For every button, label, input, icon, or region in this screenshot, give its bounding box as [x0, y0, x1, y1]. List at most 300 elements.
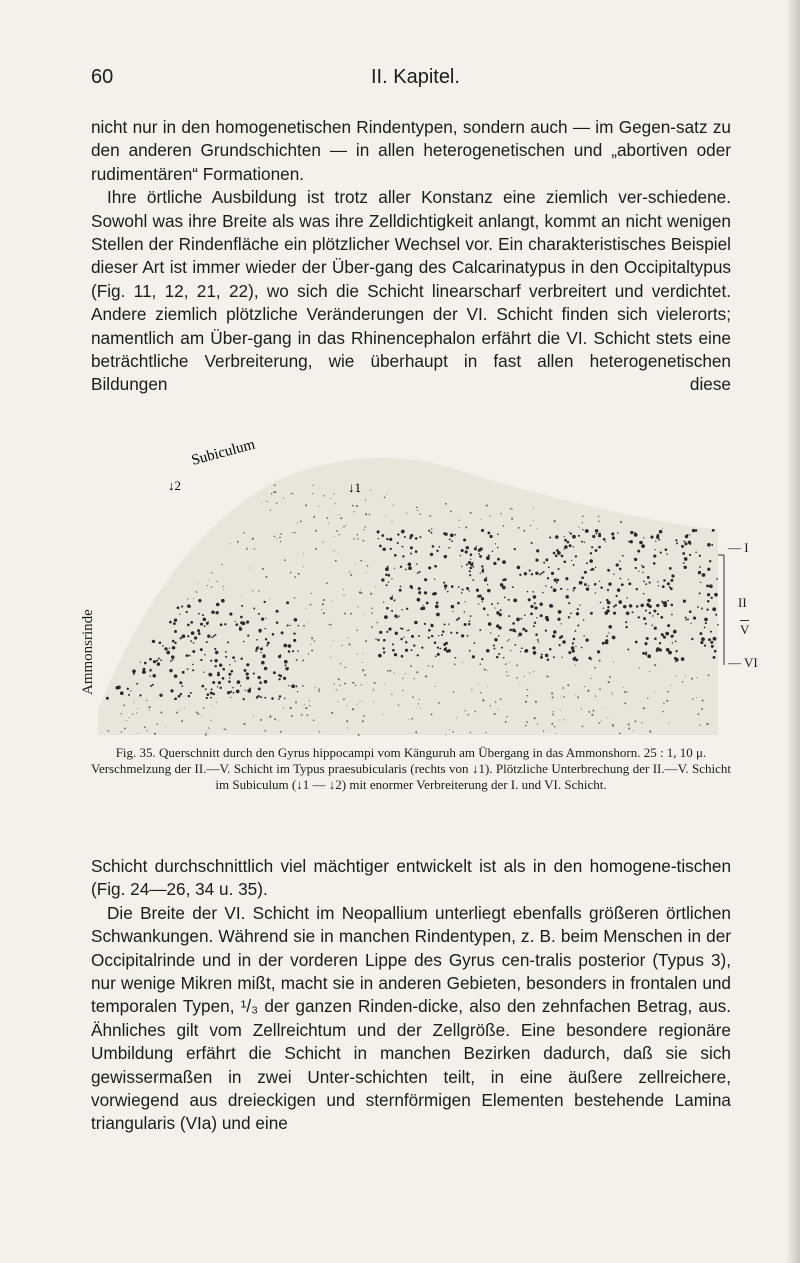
cell-stipple — [482, 568, 484, 570]
cell-stipple — [323, 495, 324, 496]
cell-stipple — [127, 688, 129, 690]
cell-stipple — [383, 647, 385, 649]
cell-stipple — [401, 530, 405, 534]
cell-stipple — [540, 656, 543, 659]
cell-stipple — [302, 660, 304, 662]
cell-stipple — [442, 630, 444, 632]
cell-stipple — [553, 711, 554, 712]
cell-stipple — [431, 713, 433, 715]
cell-stipple — [235, 621, 236, 622]
cell-stipple — [230, 697, 231, 698]
cell-stipple — [470, 559, 471, 560]
cell-stipple — [533, 595, 536, 598]
cell-stipple — [676, 542, 678, 544]
cell-stipple — [410, 546, 413, 549]
cell-stipple — [276, 539, 277, 540]
cell-stipple — [149, 658, 152, 661]
cell-stipple — [408, 562, 412, 566]
cell-stipple — [553, 552, 556, 555]
cell-stipple — [468, 714, 470, 716]
cell-stipple — [350, 613, 352, 615]
cell-stipple — [699, 566, 701, 568]
cell-stipple — [472, 562, 474, 564]
cell-stipple — [306, 608, 307, 609]
cell-stipple — [386, 584, 388, 586]
cell-stipple — [506, 716, 508, 718]
cell-stipple — [480, 573, 481, 574]
cell-stipple — [572, 649, 575, 652]
cell-stipple — [371, 626, 373, 628]
cell-stipple — [665, 632, 669, 636]
cell-stipple — [468, 561, 471, 564]
cell-stipple — [652, 615, 653, 616]
cell-stipple — [448, 547, 450, 549]
cell-stipple — [419, 699, 420, 700]
cell-stipple — [363, 715, 365, 717]
cell-stipple — [536, 617, 537, 618]
cell-stipple — [618, 600, 622, 604]
cell-stipple — [454, 534, 456, 536]
cell-stipple — [576, 612, 579, 615]
cell-stipple — [240, 621, 243, 624]
cell-stipple — [626, 611, 630, 615]
cell-stipple — [197, 713, 199, 715]
cell-stipple — [345, 525, 346, 526]
cell-stipple — [675, 539, 677, 541]
cell-stipple — [638, 570, 639, 571]
cell-stipple — [323, 599, 325, 601]
cell-stipple — [371, 607, 373, 609]
cell-stipple — [224, 728, 225, 729]
cell-stipple — [190, 640, 192, 642]
cell-stipple — [418, 703, 419, 704]
cell-stipple — [706, 608, 708, 610]
cell-stipple — [713, 637, 717, 641]
cell-stipple — [391, 578, 392, 579]
cell-stipple — [430, 553, 433, 556]
cell-stipple — [435, 686, 436, 687]
cell-stipple — [712, 530, 714, 532]
cell-stipple — [355, 685, 356, 686]
cell-stipple — [205, 688, 207, 690]
cell-stipple — [666, 700, 668, 702]
cell-stipple — [266, 501, 267, 502]
cell-stipple — [222, 668, 225, 671]
cell-stipple — [458, 586, 460, 588]
cell-stipple — [419, 536, 421, 538]
cell-stipple — [589, 559, 593, 563]
cell-stipple — [415, 731, 417, 733]
cell-stipple — [498, 709, 499, 710]
cell-stipple — [413, 644, 415, 646]
cell-stipple — [565, 577, 568, 580]
cell-stipple — [483, 607, 486, 610]
cell-stipple — [437, 647, 439, 649]
cell-stipple — [128, 694, 130, 696]
cell-stipple — [215, 651, 219, 655]
cell-stipple — [221, 599, 225, 603]
cell-stipple — [422, 605, 423, 606]
cell-stipple — [292, 493, 293, 494]
cell-stipple — [288, 685, 289, 686]
cell-stipple — [613, 662, 614, 663]
cell-stipple — [398, 704, 399, 705]
cell-stipple — [179, 614, 180, 615]
cell-stipple — [366, 572, 367, 573]
cell-stipple — [632, 611, 634, 613]
cell-stipple — [188, 655, 190, 657]
cell-stipple — [560, 697, 561, 698]
cell-stipple — [312, 493, 313, 494]
cell-stipple — [459, 520, 460, 521]
cell-stipple — [223, 589, 224, 590]
cell-stipple — [535, 572, 538, 575]
cell-stipple — [445, 647, 447, 649]
cell-stipple — [529, 570, 531, 572]
cell-stipple — [284, 559, 286, 561]
cell-stipple — [595, 567, 596, 568]
cell-stipple — [533, 671, 534, 672]
cell-stipple — [560, 710, 561, 711]
cell-stipple — [645, 583, 647, 585]
page-number: 60 — [91, 66, 114, 88]
cell-stipple — [211, 637, 213, 639]
cell-stipple — [709, 560, 711, 562]
cell-stipple — [246, 548, 248, 550]
cell-stipple — [254, 548, 255, 549]
cell-stipple — [417, 510, 418, 511]
cell-stipple — [513, 599, 517, 603]
cell-stipple — [357, 538, 359, 540]
cell-stipple — [273, 671, 276, 674]
cell-stipple — [561, 555, 564, 558]
cell-stipple — [468, 623, 471, 626]
cell-stipple — [247, 689, 251, 693]
cell-stipple — [338, 678, 340, 680]
cell-stipple — [687, 534, 689, 536]
cell-stipple — [704, 626, 706, 628]
cell-stipple — [511, 509, 512, 510]
cell-stipple — [659, 642, 661, 644]
cell-stipple — [309, 700, 310, 701]
cell-stipple — [402, 690, 403, 691]
cell-stipple — [228, 680, 231, 683]
cell-stipple — [592, 535, 595, 538]
cell-stipple — [598, 533, 601, 536]
cell-stipple — [484, 669, 486, 671]
cell-stipple — [331, 712, 333, 714]
cell-stipple — [619, 568, 622, 571]
cell-stipple — [437, 653, 440, 656]
cell-stipple — [454, 657, 456, 659]
cell-stipple — [146, 730, 147, 731]
cell-stipple — [246, 547, 247, 548]
cell-stipple — [292, 650, 294, 652]
cell-stipple — [344, 613, 346, 615]
cell-stipple — [302, 685, 304, 687]
cell-stipple — [339, 534, 340, 535]
cell-stipple — [264, 680, 268, 684]
cell-stipple — [239, 626, 240, 627]
cell-stipple — [408, 719, 409, 720]
cell-stipple — [561, 657, 562, 658]
cell-stipple — [683, 600, 686, 603]
cell-stipple — [464, 611, 466, 613]
cell-stipple — [487, 589, 491, 593]
cell-stipple — [496, 624, 500, 628]
cell-stipple — [124, 728, 126, 730]
cell-stipple — [585, 529, 589, 533]
cell-stipple — [315, 548, 317, 550]
cell-stipple — [643, 537, 644, 538]
cell-stipple — [653, 609, 656, 612]
cell-stipple — [470, 732, 471, 733]
cell-stipple — [264, 697, 266, 699]
paragraph: Schicht durchschnittlich viel mächtiger entwickelt ist als in den homogene-tischen (Fig. 24—26, 34 u. 35). — [91, 856, 731, 900]
cell-stipple — [362, 653, 363, 654]
cell-stipple — [692, 529, 695, 532]
cell-stipple — [711, 597, 713, 599]
cell-stipple — [524, 530, 526, 532]
cell-stipple — [536, 549, 539, 552]
cell-stipple — [385, 567, 389, 571]
cell-stipple — [297, 691, 298, 692]
cell-stipple — [278, 674, 280, 676]
cell-stipple — [381, 578, 384, 581]
cell-stipple — [211, 705, 212, 706]
cell-stipple — [444, 555, 447, 558]
cell-stipple — [572, 535, 576, 539]
cell-stipple — [153, 660, 156, 663]
cell-stipple — [657, 534, 660, 537]
cell-stipple — [322, 603, 324, 605]
cell-stipple — [436, 550, 438, 552]
cell-stipple — [420, 514, 422, 516]
cell-stipple — [374, 682, 376, 684]
cell-stipple — [174, 642, 176, 644]
cell-stipple — [637, 550, 640, 553]
cell-stipple — [581, 708, 582, 709]
cell-stipple — [640, 604, 643, 607]
cell-stipple — [624, 702, 626, 704]
cell-stipple — [217, 672, 220, 675]
cell-stipple — [381, 534, 384, 537]
cell-stipple — [297, 625, 299, 627]
cell-stipple — [581, 647, 583, 649]
cell-stipple — [157, 662, 161, 666]
cell-stipple — [265, 618, 266, 619]
cell-stipple — [305, 504, 307, 506]
cell-stipple — [518, 633, 522, 637]
cell-stipple — [530, 525, 531, 526]
cell-stipple — [414, 621, 418, 625]
cell-stipple — [210, 697, 212, 699]
cell-stipple — [383, 651, 385, 653]
cell-stipple — [258, 676, 261, 679]
cell-stipple — [418, 591, 421, 594]
cell-stipple — [503, 525, 505, 527]
cell-stipple — [283, 677, 286, 680]
cell-stipple — [246, 676, 249, 679]
cell-stipple — [133, 673, 135, 675]
cell-stipple — [629, 604, 632, 607]
cell-stipple — [628, 728, 630, 730]
cell-stipple — [713, 656, 716, 659]
cell-stipple — [646, 637, 649, 640]
cell-stipple — [449, 729, 450, 730]
cell-stipple — [172, 646, 176, 650]
cell-stipple — [347, 728, 348, 729]
cell-stipple — [121, 731, 123, 733]
cell-stipple — [573, 546, 574, 547]
cell-stipple — [343, 526, 345, 528]
cell-stipple — [108, 730, 110, 732]
cell-stipple — [532, 646, 535, 649]
cell-stipple — [530, 613, 533, 616]
cell-stipple — [284, 660, 288, 664]
cell-stipple — [326, 582, 328, 584]
cell-stipple — [469, 574, 471, 576]
cell-stipple — [697, 606, 699, 608]
cell-stipple — [600, 602, 602, 604]
cell-stipple — [533, 651, 537, 655]
cell-stipple — [554, 726, 555, 727]
cell-stipple — [502, 560, 506, 564]
cell-stipple — [364, 674, 366, 676]
cell-stipple — [563, 696, 565, 698]
cell-stipple — [663, 711, 664, 712]
cell-stipple — [200, 648, 203, 651]
cell-stipple — [361, 684, 362, 685]
cell-stipple — [187, 599, 188, 600]
cell-stipple — [315, 530, 317, 532]
cell-stipple — [432, 593, 435, 596]
cell-stipple — [336, 689, 337, 690]
cell-stipple — [389, 670, 391, 672]
cell-stipple — [284, 664, 286, 666]
cell-stipple — [246, 672, 249, 675]
cell-stipple — [162, 645, 164, 647]
cell-stipple — [496, 611, 499, 614]
cell-stipple — [283, 644, 287, 648]
cell-stipple — [216, 603, 220, 607]
cell-stipple — [375, 586, 376, 587]
cell-stipple — [582, 522, 583, 523]
cell-stipple — [500, 609, 502, 611]
cell-stipple — [579, 581, 583, 585]
cell-stipple — [558, 529, 559, 530]
top-text-block — [91, 116, 731, 397]
cell-stipple — [670, 685, 671, 686]
cell-stipple — [393, 599, 395, 601]
cell-stipple — [291, 684, 295, 688]
cell-stipple — [290, 572, 292, 574]
cell-stipple — [497, 534, 499, 536]
cell-stipple — [686, 619, 688, 621]
cell-stipple — [450, 632, 452, 634]
cell-stipple — [706, 723, 708, 725]
cell-stipple — [508, 615, 510, 617]
cell-stipple — [563, 560, 566, 563]
cell-stipple — [543, 562, 545, 564]
cell-stipple — [207, 635, 210, 638]
cell-stipple — [274, 484, 276, 486]
cell-stipple — [198, 613, 200, 615]
cell-stipple — [126, 720, 127, 721]
cell-stipple — [469, 570, 471, 572]
cell-stipple — [448, 649, 451, 652]
cell-stipple — [367, 565, 369, 567]
cell-stipple — [255, 650, 257, 652]
cell-stipple — [418, 587, 421, 590]
cell-stipple — [685, 675, 686, 676]
cell-stipple — [467, 635, 469, 637]
cell-stipple — [584, 542, 585, 543]
cell-stipple — [303, 625, 305, 627]
cell-stipple — [390, 548, 392, 550]
cell-stipple — [294, 576, 296, 578]
cell-stipple — [388, 574, 390, 576]
cell-stipple — [590, 569, 592, 571]
cell-stipple — [210, 674, 213, 677]
cell-stipple — [156, 660, 158, 662]
cell-stipple — [619, 733, 621, 735]
cell-stipple — [193, 642, 195, 644]
cell-stipple — [243, 641, 245, 643]
cell-stipple — [568, 602, 570, 604]
cell-stipple — [534, 622, 536, 624]
cell-stipple — [684, 541, 686, 543]
cell-stipple — [230, 543, 231, 544]
cell-stipple — [500, 698, 502, 700]
cell-stipple — [340, 517, 342, 519]
cell-stipple — [671, 614, 673, 616]
layer-label-I: — I — [728, 540, 749, 555]
cell-stipple — [450, 511, 452, 513]
cell-stipple — [365, 640, 367, 642]
cell-stipple — [683, 562, 685, 564]
cell-stipple — [401, 655, 404, 658]
cell-stipple — [588, 657, 591, 660]
cell-stipple — [534, 606, 537, 609]
cell-stipple — [525, 701, 527, 703]
cell-stipple — [235, 623, 238, 626]
cell-stipple — [635, 641, 638, 644]
cell-stipple — [555, 733, 556, 734]
cell-stipple — [649, 730, 651, 732]
cell-stipple — [628, 582, 631, 585]
cell-stipple — [636, 588, 638, 590]
cell-stipple — [564, 536, 565, 537]
cell-stipple — [329, 624, 331, 626]
cell-stipple — [240, 657, 242, 659]
cell-stipple — [507, 640, 508, 641]
cell-stipple — [509, 662, 510, 663]
cell-stipple — [258, 591, 259, 592]
cell-stipple — [481, 529, 484, 532]
cell-stipple — [466, 546, 469, 549]
cell-stipple — [435, 655, 437, 657]
cell-stipple — [464, 623, 467, 626]
cell-stipple — [304, 704, 305, 705]
cell-stipple — [259, 632, 260, 633]
cell-stipple — [213, 635, 215, 637]
cell-stipple — [486, 577, 488, 579]
cell-stipple — [323, 612, 325, 614]
cell-stipple — [196, 711, 198, 713]
cell-stipple — [253, 716, 254, 717]
cell-stipple — [313, 719, 315, 721]
